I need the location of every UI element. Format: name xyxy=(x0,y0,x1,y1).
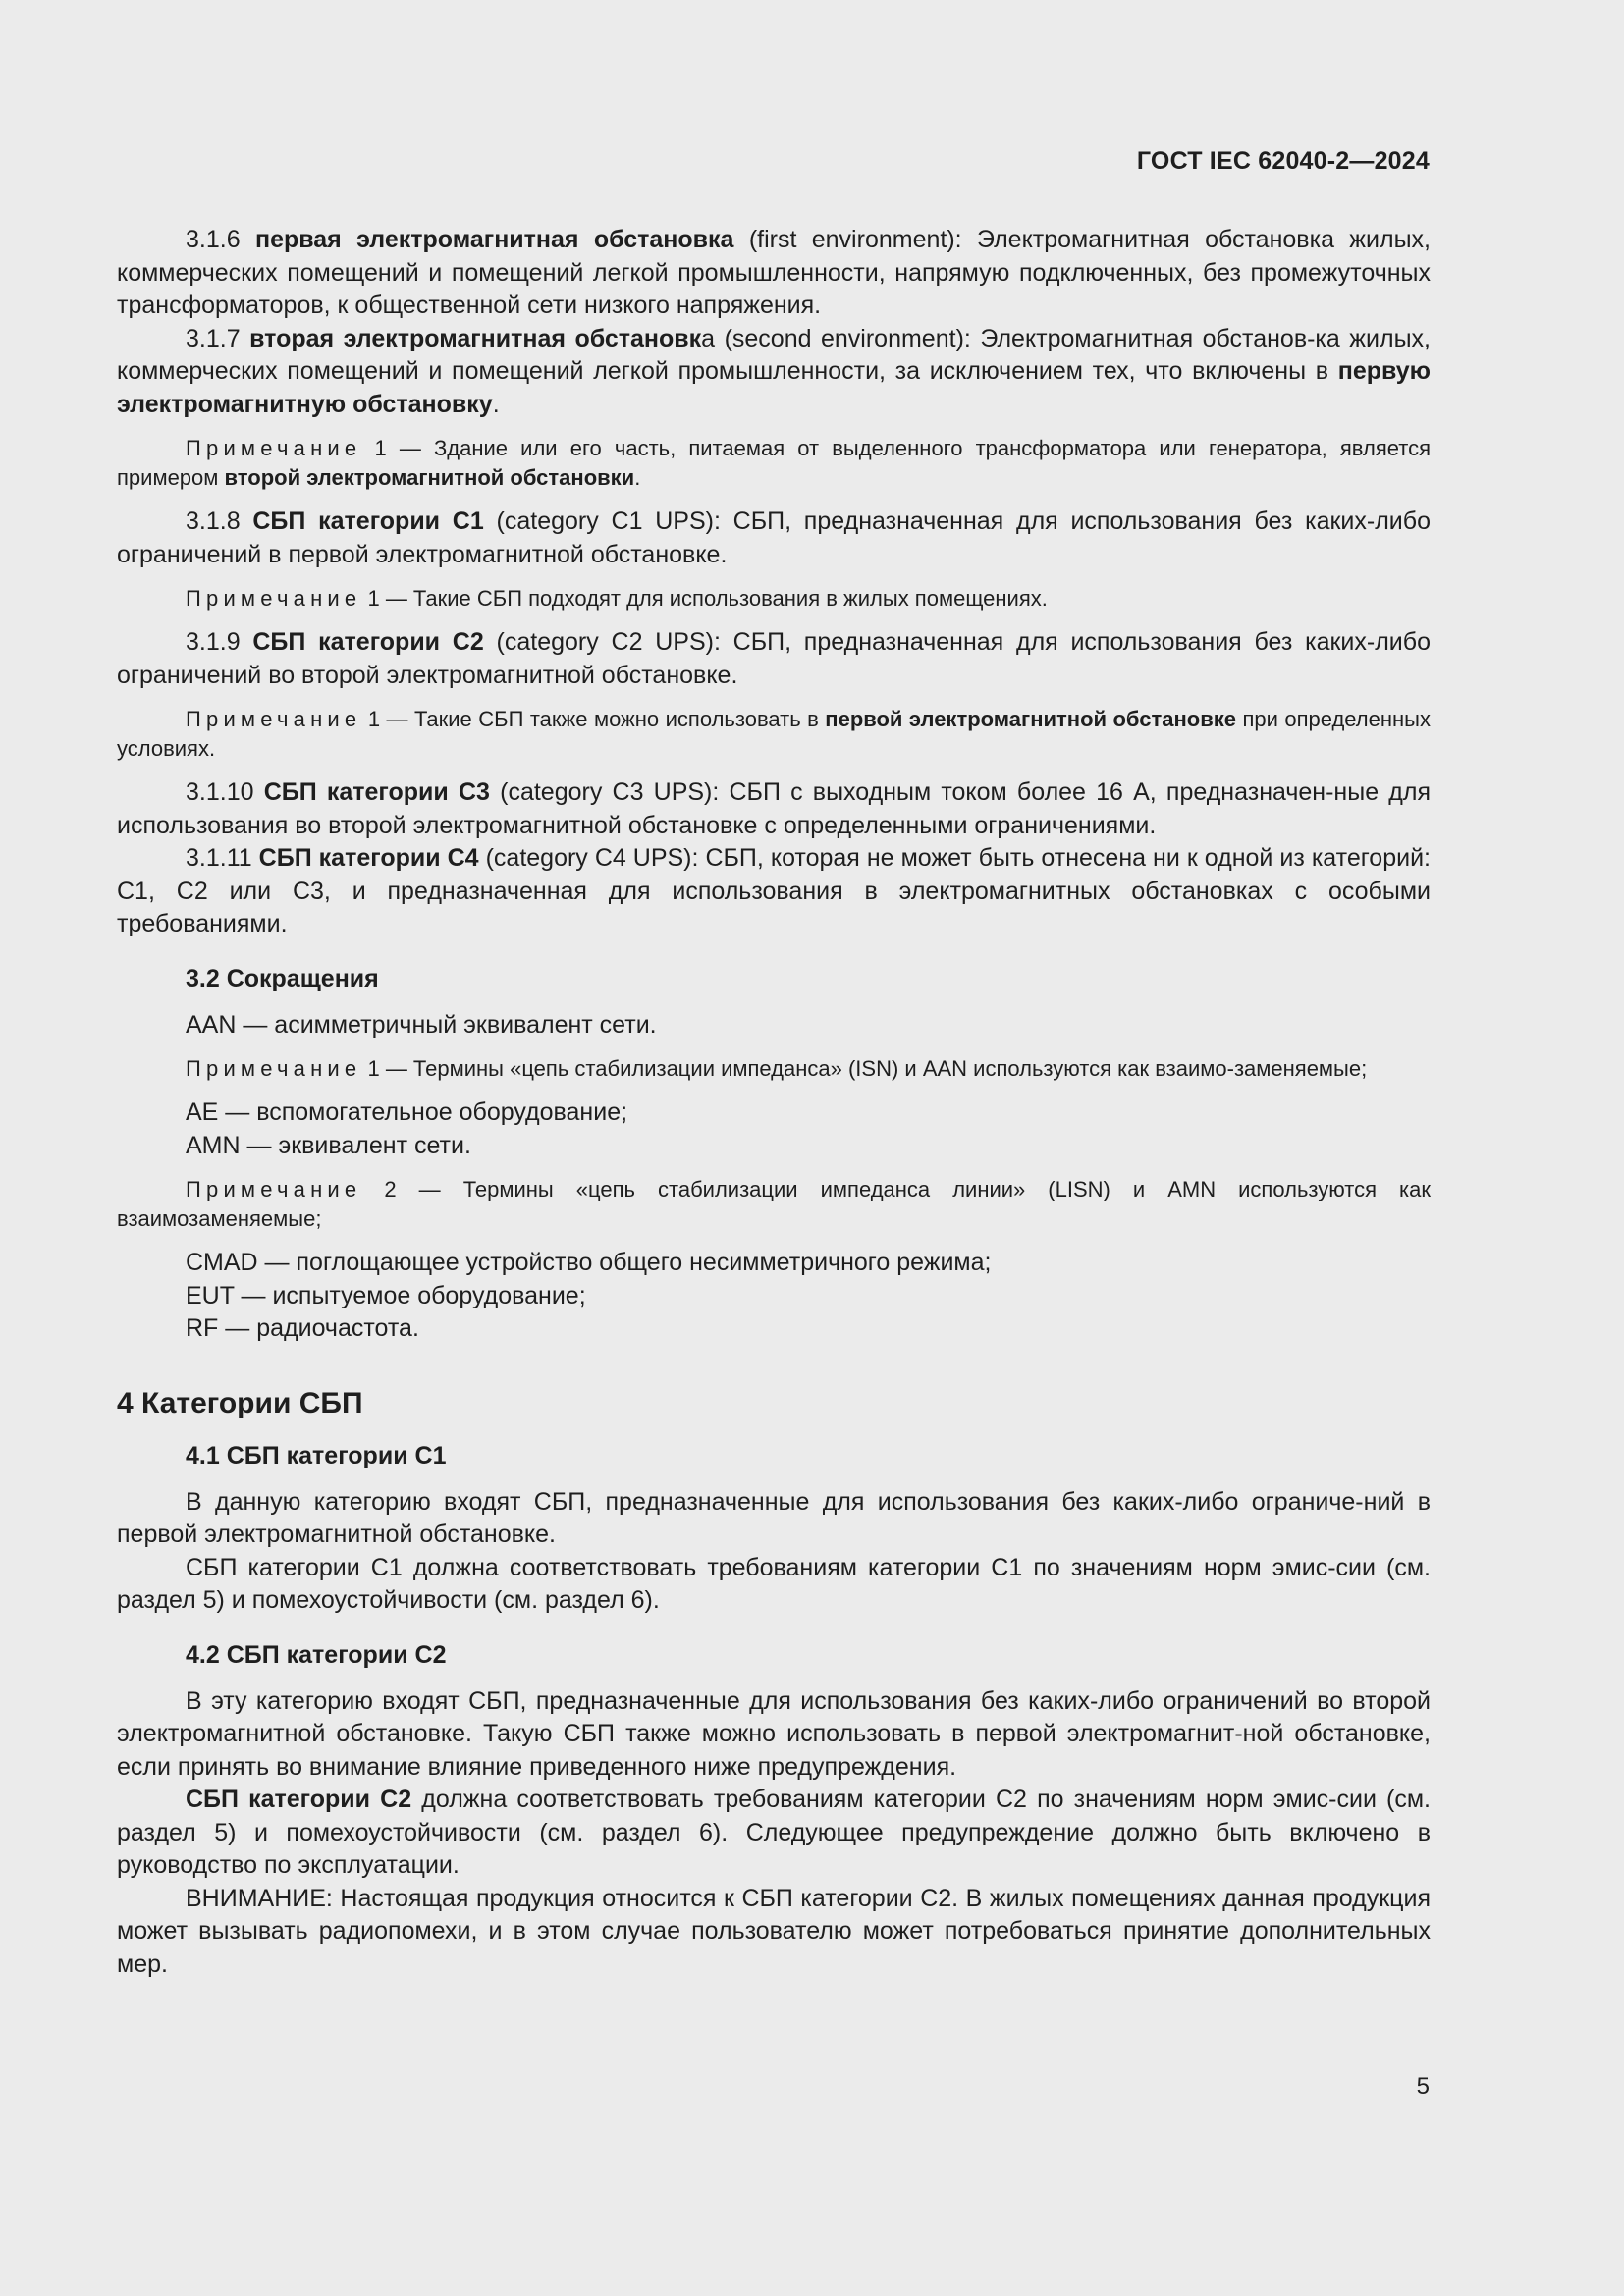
abbreviation-aan: AAN — асимметричный эквивалент сети. xyxy=(186,1010,657,1039)
abbreviation-ae: AE — вспомогательное оборудование; xyxy=(186,1098,628,1126)
clause-term: СБП категории С2 xyxy=(252,628,484,656)
paragraph-4-1-a: В данную категорию входят СБП, предназначенные для использования без каких-либо ограниче-ний в первой электромагнитной обстановке. xyxy=(117,1487,1431,1548)
clause-text: (category C1 UPS): СБП, предназначенная для использования без каких-либо ограничений в первой электромагнитной обстановке. xyxy=(117,507,1431,568)
clause-term: СБП категории С1 xyxy=(252,507,484,535)
clause-end: . xyxy=(492,390,500,418)
note-3-2-a xyxy=(117,1054,1431,1084)
paragraph-4-1-b: СБП категории С1 должна соответствовать требованиям категории С1 по значениям норм эмис-сии (см. раздел 5) и помехоустойчивости (см. раздел 6). xyxy=(117,1553,1431,1614)
clause-term: первая электромагнитная обстановка xyxy=(254,226,734,253)
paragraph-text: должна соответствовать требованиям категории С2 по значениям норм эмис-сии (см. раздел 5) и помехоустойчивости (см. раздел 6). Следующее предупреждение должно быть включено в руководство по эксплуатации. xyxy=(117,1786,1431,1879)
clause-3-1-8 xyxy=(117,506,1431,571)
clause-term: СБП категории С4 xyxy=(258,844,479,872)
clause-number: 3.1.6 xyxy=(186,226,241,253)
clause-text: (category C4 UPS): СБП, которая не может быть отнесена ни к одной из категорий: С1, С2 или С3, и предназначенная для использования в электромагнитных обстановках с особыми требованиями. xyxy=(117,844,1431,937)
note-label: Примечание xyxy=(186,586,362,611)
section-heading-4-2: 4.2 СБП категории С2 xyxy=(186,1640,447,1669)
clause-text: (category C3 UPS): СБП с выходным током более 16 А, предназначен-ные для использования во второй электромагнитной обстановке с определенными ограничениями. xyxy=(117,778,1431,839)
note-3-1-9 xyxy=(117,705,1431,764)
clause-text: (first environment): Электромагнитная обстановка жилых, коммерческих помещений и помещений легкой промышленности, напрямую подключенных, без промежуточных трансформаторов, к общественной сети низкого напряжения. xyxy=(117,226,1432,319)
paragraph-term: СБП категории С2 xyxy=(186,1786,412,1813)
clause-term-ref: первую электромагнитную обстановку xyxy=(117,357,1431,418)
clause-term: вторая электромагнитная обстановк xyxy=(249,324,702,352)
note-label: Примечание xyxy=(186,1056,362,1081)
note-text: 2 — Термины «цепь стабилизации импеданса линии» (LISN) и AMN используются как взаимозаменяемые; xyxy=(117,1177,1432,1231)
abbreviation-rf: RF — радиочастота. xyxy=(186,1314,419,1342)
clause-3-1-10 xyxy=(117,776,1431,842)
clause-text: (category C2 UPS): СБП, предназначенная для использования без каких-либо ограничений во второй электромагнитной обстановке. xyxy=(117,628,1431,689)
page-number: 5 xyxy=(1416,2073,1430,2100)
paragraph-4-2-b xyxy=(117,1784,1431,1883)
paragraph-4-2-warning: ВНИМАНИЕ: Настоящая продукция относится к СБП категории С2. В жилых помещениях данная продукция может вызывать радиопомехи, и в этом случае пользователю может потребоваться принятие дополнительных мер. xyxy=(117,1884,1431,1978)
abbreviation-cmad: CMAD — поглощающее устройство общего несимметричного режима; xyxy=(186,1249,992,1276)
section-heading-3-2: 3.2 Сокращения xyxy=(186,964,379,992)
section-heading-4: 4 Категории СБП xyxy=(117,1386,363,1419)
clause-3-1-11 xyxy=(117,842,1431,941)
note-label: Примечание xyxy=(186,707,362,731)
clause-number: 3.1.10 xyxy=(186,778,254,806)
note-3-1-8 xyxy=(117,584,1431,614)
note-text: 1 — Термины «цепь стабилизации импеданса» (ISN) и AAN используются как взаимо-заменяемые; xyxy=(367,1056,1368,1081)
clause-3-1-6 xyxy=(117,224,1431,323)
document-body xyxy=(117,224,1431,1981)
note-term-ref: первой электромагнитной обстановке xyxy=(825,707,1236,731)
abbreviation-eut: EUT — испытуемое оборудование; xyxy=(186,1281,586,1309)
document-header: ГОСТ IEC 62040-2—2024 xyxy=(1136,147,1430,175)
section-heading-4-1: 4.1 СБП категории С1 xyxy=(186,1441,447,1469)
clause-number: 3.1.11 xyxy=(186,844,252,872)
note-3-1-7 xyxy=(117,434,1431,493)
note-label: Примечание xyxy=(186,1177,362,1201)
note-term-ref: второй электромагнитной обстановки xyxy=(224,465,635,490)
note-end: при определенных условиях. xyxy=(117,707,1431,761)
clause-term: СБП категории С3 xyxy=(263,778,490,806)
note-text: 1 — Здание или его часть, питаемая от выделенного трансформатора или генератора, является примером xyxy=(117,436,1431,490)
note-3-2-b xyxy=(117,1175,1431,1234)
note-text: 1 — Такие СБП также можно использовать в xyxy=(367,707,819,731)
clause-term-tail: а xyxy=(701,324,716,352)
clause-number: 3.1.7 xyxy=(186,324,241,352)
note-label: Примечание xyxy=(186,436,362,460)
clause-3-1-7 xyxy=(117,323,1431,422)
abbreviation-amn: AMN — эквивалент сети. xyxy=(186,1131,471,1159)
clause-3-1-9 xyxy=(117,626,1431,692)
paragraph-4-2-a: В эту категорию входят СБП, предназначенные для использования без каких-либо ограничений во второй электромагнитной обстановке. Такую СБП также можно использовать в первой электромагнит-ной обстановке, если принять во внимание влияние приведенного ниже предупреждения. xyxy=(117,1686,1431,1781)
clause-number: 3.1.9 xyxy=(186,628,241,656)
note-end: . xyxy=(634,465,641,490)
clause-text: (second environment): Электромагнитная обстанов-ка жилых, коммерческих помещений и помещений легкой промышленности, за исключением тех, что включены в xyxy=(117,324,1431,385)
note-text: 1 — Такие СБП подходят для использования в жилых помещениях. xyxy=(367,586,1048,611)
clause-number: 3.1.8 xyxy=(186,507,241,535)
